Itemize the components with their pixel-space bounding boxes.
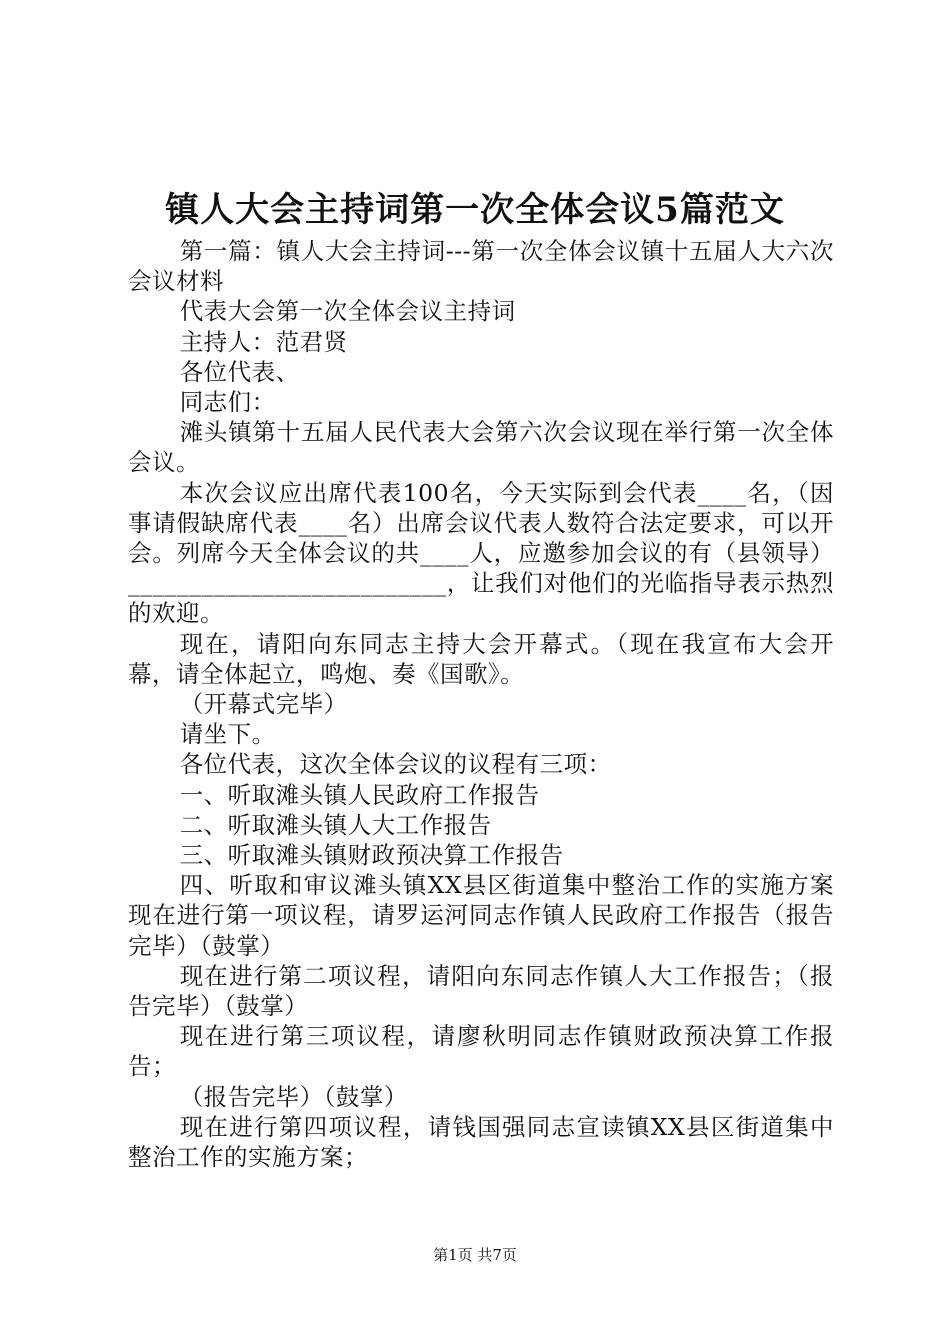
paragraph-14: 三、听取滩头镇财政预决算工作报告 <box>179 841 564 870</box>
paragraph-16: 现在进行第二项议程，请阳向东同志作镇人大工作报告；（报告完毕）（鼓掌） <box>128 961 834 1021</box>
paragraph-11: 各位代表，这次全体会议的议程有三项： <box>179 750 612 779</box>
paragraph-19: 现在进行第四项议程，请钱国强同志宣读镇XX县区街道集中整治工作的实施方案； <box>128 1112 834 1172</box>
paragraph-10: 请坐下。 <box>179 720 276 749</box>
paragraph-13: 二、听取滩头镇人大工作报告 <box>179 810 492 839</box>
paragraph-5: 同志们： <box>179 388 276 417</box>
paragraph-1: 第一篇：镇人大会主持词---第一次全体会议镇十五届人大六次会议材料 <box>128 237 834 296</box>
page-footer: 第1页 共7页 <box>433 1246 517 1264</box>
paragraph-18: （报告完毕）（鼓掌） <box>179 1082 408 1111</box>
paragraph-4: 各位代表、 <box>179 357 300 386</box>
paragraph-12: 一、听取滩头镇人民政府工作报告 <box>179 780 540 809</box>
paragraph-7: 本次会议应出席代表100名，今天实际到会代表____名，（因事请假缺席代表____名）出席会议代表人数符合法定要求，可以开会。列席今天全体会议的共____人，应邀参加会议的有（县领导）__________________________，让我们对他们的光临指导表示热烈的欢迎。 <box>128 478 834 628</box>
paragraph-6: 滩头镇第十五届人民代表大会第六次会议现在举行第一次全体会议。 <box>128 418 834 477</box>
paragraph-17: 现在进行第三项议程，请廖秋明同志作镇财政预决算工作报告； <box>128 1022 834 1081</box>
paragraph-15: 四、听取和审议滩头镇XX县区街道集中整治工作的实施方案现在进行第一项议程，请罗运河同志作镇人民政府工作报告（报告完毕）（鼓掌） <box>128 871 834 960</box>
document-title: 镇人大会主持词第一次全体会议5篇范文 <box>165 190 785 230</box>
document-body <box>128 236 834 1172</box>
paragraph-9: （开幕式完毕） <box>179 690 348 719</box>
paragraph-2: 代表大会第一次全体会议主持词 <box>179 297 516 326</box>
paragraph-8: 现在，请阳向东同志主持大会开幕式。（现在我宣布大会开幕，请全体起立，鸣炮、奏《国歌》。 <box>128 629 834 688</box>
paragraph-3: 主持人：范君贤 <box>179 327 348 356</box>
